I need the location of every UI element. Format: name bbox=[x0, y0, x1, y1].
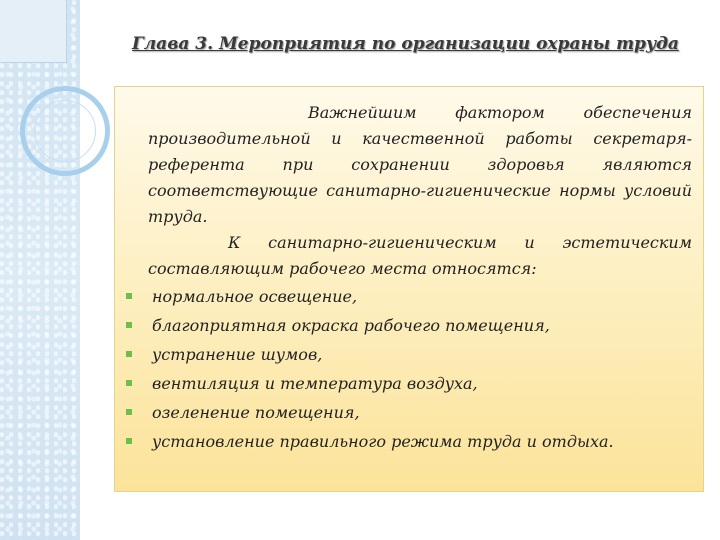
paragraph-intro: Важнейшим фактором обеспечения производительной и качественной работы секретаря-референта при сохранении здоровья являются соответствующие санитарно-гигиенические нормы условий труда. bbox=[148, 103, 692, 226]
bullet-text: установление правильного режима труда и отдыха. bbox=[152, 432, 614, 451]
bullet-text: озеленение помещения, bbox=[152, 403, 360, 422]
bullet-item bbox=[126, 369, 696, 398]
bullet-item bbox=[126, 340, 696, 369]
bullet-square-icon bbox=[126, 293, 132, 299]
bullet-square-icon bbox=[126, 351, 132, 357]
paragraph-lead-in: К санитарно-гигиеническим и эстетическим составляющим рабочего места относятся: bbox=[148, 233, 692, 278]
bullet-text: благоприятная окраска рабочего помещения, bbox=[152, 316, 550, 335]
decorative-corner-block bbox=[0, 0, 67, 63]
bullet-item bbox=[126, 427, 696, 456]
bullet-text: нормальное освещение, bbox=[152, 287, 358, 306]
bullet-item bbox=[126, 398, 696, 427]
bullet-item bbox=[126, 282, 696, 311]
bullet-square-icon bbox=[126, 322, 132, 328]
bullet-square-icon bbox=[126, 438, 132, 444]
slide-title: Глава 3. Мероприятия по организации охраны труда bbox=[132, 34, 679, 54]
bullet-text: вентиляция и температура воздуха, bbox=[152, 374, 478, 393]
decorative-ring-inner bbox=[34, 100, 96, 162]
decorative-left-strip bbox=[0, 0, 80, 540]
bullet-list bbox=[126, 282, 696, 456]
bullet-item bbox=[126, 311, 696, 340]
bullet-text: устранение шумов, bbox=[152, 345, 323, 364]
bullet-square-icon bbox=[126, 409, 132, 415]
bullet-square-icon bbox=[126, 380, 132, 386]
